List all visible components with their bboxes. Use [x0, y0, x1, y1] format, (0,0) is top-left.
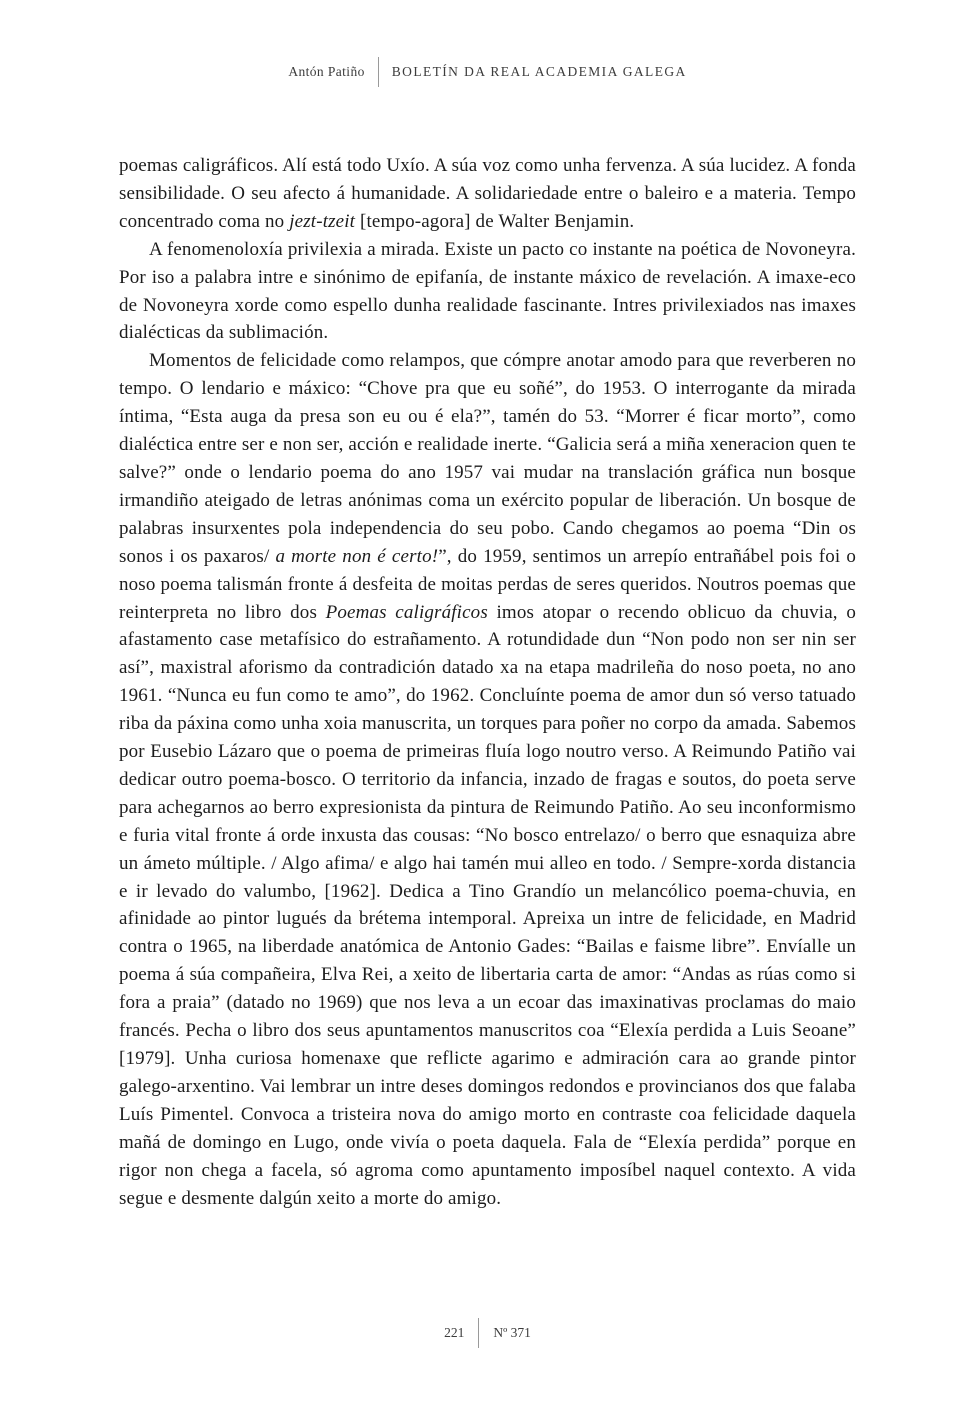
header-divider-rule — [378, 57, 379, 87]
text-run: poemas caligráficos. Alí está todo Uxío. A súa voz como unha fervenza. A súa lucidez. A fonda sensibilidade. O seu afecto á humanidade. A solidariedade entre o baleiro e a materia. Tempo concentrado coma no — [119, 155, 856, 232]
body-paragraph — [119, 347, 856, 1212]
page-body — [119, 152, 856, 1212]
text-run: A fenomenoloxía privilexia a mirada. Existe un pacto co instante na poética de Novoneyra. Por iso a palabra intre e sinónimo de epifanía, de instante máxico de revelación. A imaxe-eco de Novoneyra xorde como espello dunha realidade fascinante. Intres privilexiados nas imaxes dialécticas da sublimación. — [119, 238, 856, 344]
footer-page-number: 221 — [444, 1325, 465, 1340]
footer-divider-rule — [478, 1318, 479, 1348]
text-run: [tempo-agora] de Walter Benjamin. — [355, 210, 635, 232]
page-footer — [0, 1318, 975, 1348]
body-paragraph — [119, 152, 856, 236]
footer-issue-number: Nº 371 — [493, 1325, 531, 1340]
text-run: Momentos de felicidade como relampos, que cómpre anotar amodo para que reverberen no tempo. O lendario e máxico: “Chove pra que eu soñé”, do 1953. O interrogante da mirada íntima, “Esta auga da presa son eu ou é ela?”, tamén do 53. “Morrer é ficar morto”, como dialéctica entre ser e non ser, acción e realidade inerte. “Galicia será a miña xeneracion quen te salve?” onde o lendario poema do ano 1957 vai mudar na translación gráfica nun bosque irmandiño ateigado de letras anónimas coma un exército popular de liberación. Un bosque de palabras insurxentes pola independencia do seu pobo. Cando chegamos ao poema “Din os sonos i os paxaros/ — [119, 350, 856, 567]
italic-text-run: Poemas caligráficos — [325, 601, 488, 623]
italic-text-run: a morte non é certo! — [275, 545, 439, 567]
text-run: ”, do 1959, sentimos un arrepío entrañábel pois foi o noso poema talismán fronte á desfeita de moitas perdas de seres queridos. Noutros poemas que reinterpreta no libro dos — [119, 545, 856, 623]
italic-text-run: jezt-tzeit — [289, 210, 356, 232]
text-run: imos atopar o recendo oblicuo da chuvia, o afastamento case metafísico do estrañamento. A rotundidade dun “Non podo non ser nin ser así”, maxistral aforismo da contradición datado xa na etapa madrileña do noso poeta, no ano 1961. “Nunca eu fun como te amo”, do 1962. Concluínte poema de amor dun só verso tatuado riba da páxina como unha xoia manuscrita, un torques para poñer no corpo da amada. Sabemos por Eusebio Lázaro que o poema de primeiras fluía logo noutro verso. A Reimundo Patiño vai dedicar outro poema-bosco. O territorio da infancia, inzado de fragas e soutos, do poeta serve para achegarnos ao berro expresionista da pintura de Reimundo Patiño. Ao seu inconformismo e furia vital fronte á orde inxusta das cousas: “No bosco entrelazo/ o berro que esnaquiza abre un ámeto múltiple. / Algo afima/ e algo hai tamén mui alleo en todo. / Sempre-xorda distancia e ir levado do valumbo, [1962]. Dedica a Tino Grandío un melancólico poema-chuvia, en afinidade ao pintor lugués da brétema intemporal. Apreixa un intre de felicidade, en Madrid contra o 1965, na liberdade anatómica de Antonio Gades: “Bailas e faisme libre”. Envíalle un poema á súa compañeira, Elva Rei, a xeito de libertaria carta de amor: “Andas as rúas como si fora a praia” (datado no 1969) que nos leva a un ecoar das imaxinativas proclamas do maio francés. Pecha o libro dos seus apuntamentos manuscritos coa “Elexía perdida a Luis Seoane” [1979]. Unha curiosa homenaxe que reflicte agarimo e admiración cara ao grande pintor galego-arxentino. Vai lembrar un intre deses domingos redondos e provincianos dos que falaba Luís Pimentel. Convoca a tristeira nova do amigo morto en contraste coa felicidade daquela mañá de domingo en Lugo, onde vivía o poeta daquela. Fala de “Elexía perdida” porque en rigor non chega a facela, só agroma como apuntamento imposíbel naquel contexto. A vida segue e desmente dalgún xeito a morte do amigo. — [119, 601, 856, 1209]
page-header — [0, 0, 975, 87]
header-journal-title: BOLETÍN DA REAL ACADEMIA GALEGA — [391, 64, 687, 79]
body-paragraph — [119, 236, 856, 348]
header-author: Antón Patiño — [288, 64, 365, 79]
